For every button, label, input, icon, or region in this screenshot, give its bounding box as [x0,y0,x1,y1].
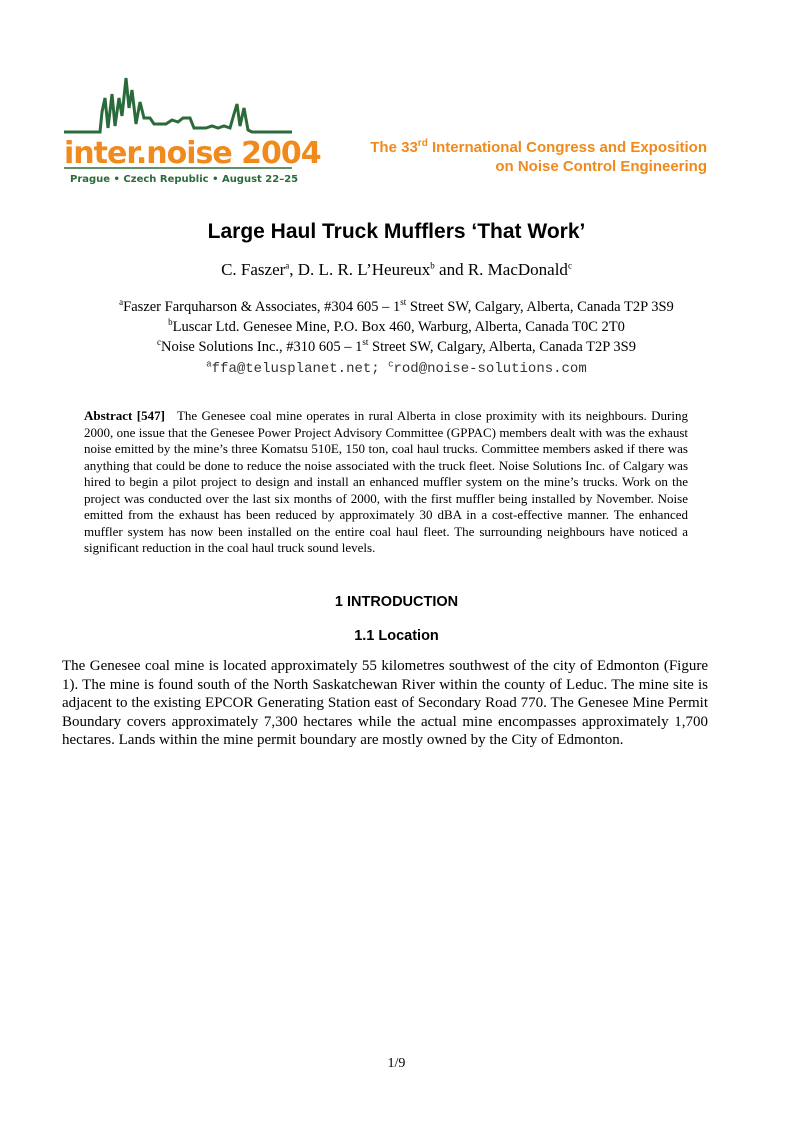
abstract [84,408,688,557]
conference-logo [62,68,321,192]
abstract-label: Abstract [547] [84,408,165,423]
author-emails: $^a$ffa@telusplanet.net; $^c$rod@noise-solutions.com [206,359,587,377]
body-paragraph: The Genesee coal mine is located approximately 55 kilometres southwest of the city of Edmonton (Figure 1). The mine is found south of the North Saskatchewan River within the county of Leduc. The mine site is adjacent to the existing EPCOR Generating Station east of Secondary Road 770. The Genesee Mine Permit Boundary covers approximately 7,300 hectares while the actual mine encompasses approximately 1,700 hectares. Lands within the mine permit boundary are mostly owned by the City of Edmonton. [62,658,708,748]
email-link-a[interactable]: ffa@telusplanet.net; [211,361,380,377]
page-number: 1/9 [387,1056,406,1071]
section-heading: 1 INTRODUCTION [334,594,459,610]
subsection-heading: 1.1 Location [354,628,439,644]
conference-line-2: on Noise Control Engineering [495,158,707,175]
affiliation-b: $^b$Luscar Ltd. Genesee Mine, P.O. Box 460, Warburg, Alberta, Canada T0C 2T0 [168,317,625,335]
affiliation-c: $^c$Noise Solutions Inc., #310 605 – 1st Street SW, Calgary, Alberta, Canada T2P 3S9 [157,337,636,355]
conference-name [370,138,707,176]
logo-wordmark: inter.noise 2004 [64,136,321,171]
affiliation-a: $^a$Faszer Farquharson & Associates, #304 605 – 1st Street SW, Calgary, Alberta, Canada T2P 3S9 [119,297,674,315]
conference-line-1: The 33rd International Congress and Exposition [370,138,707,156]
abstract-text: The Genesee coal mine operates in rural Alberta in close proximity with its neighbours. During 2000, one issue that the Genesee Power Project Advisory Committee (GPPAC) members dealt with was the exhaust noise emitted by the mine’s three Komatsu 510E, 150 ton, coal haul trucks. Committee members asked if there was anything that could be done to reduce the noise associated with the truck fleet. Noise Solutions Inc. of Calgary was hired to begin a pilot project to design and install an enhanced muffler system on the mine’s trucks. Work on the project was conducted over the last six months of 2000, with the first muffler being installed by November. Noise emitted from the exhaust has been reduced by approximately 30 dBA in a cost-effective manner. The enhanced muffler system has now been installed on the entire coal haul fleet. The surrounding neighbours have noticed a significant reduction in the coal haul truck sound levels. [84,408,688,555]
author-list: C. Faszer$^a$, D. L. R. L’Heureux$^b$ and R. MacDonald$^c$ [221,260,572,279]
email-link-c[interactable]: rod@noise-solutions.com [393,361,587,377]
logo-tagline: Prague • Czech Republic • August 22–25 [70,174,299,185]
paper-title: Large Haul Truck Mufflers ‘That Work’ [207,220,586,243]
